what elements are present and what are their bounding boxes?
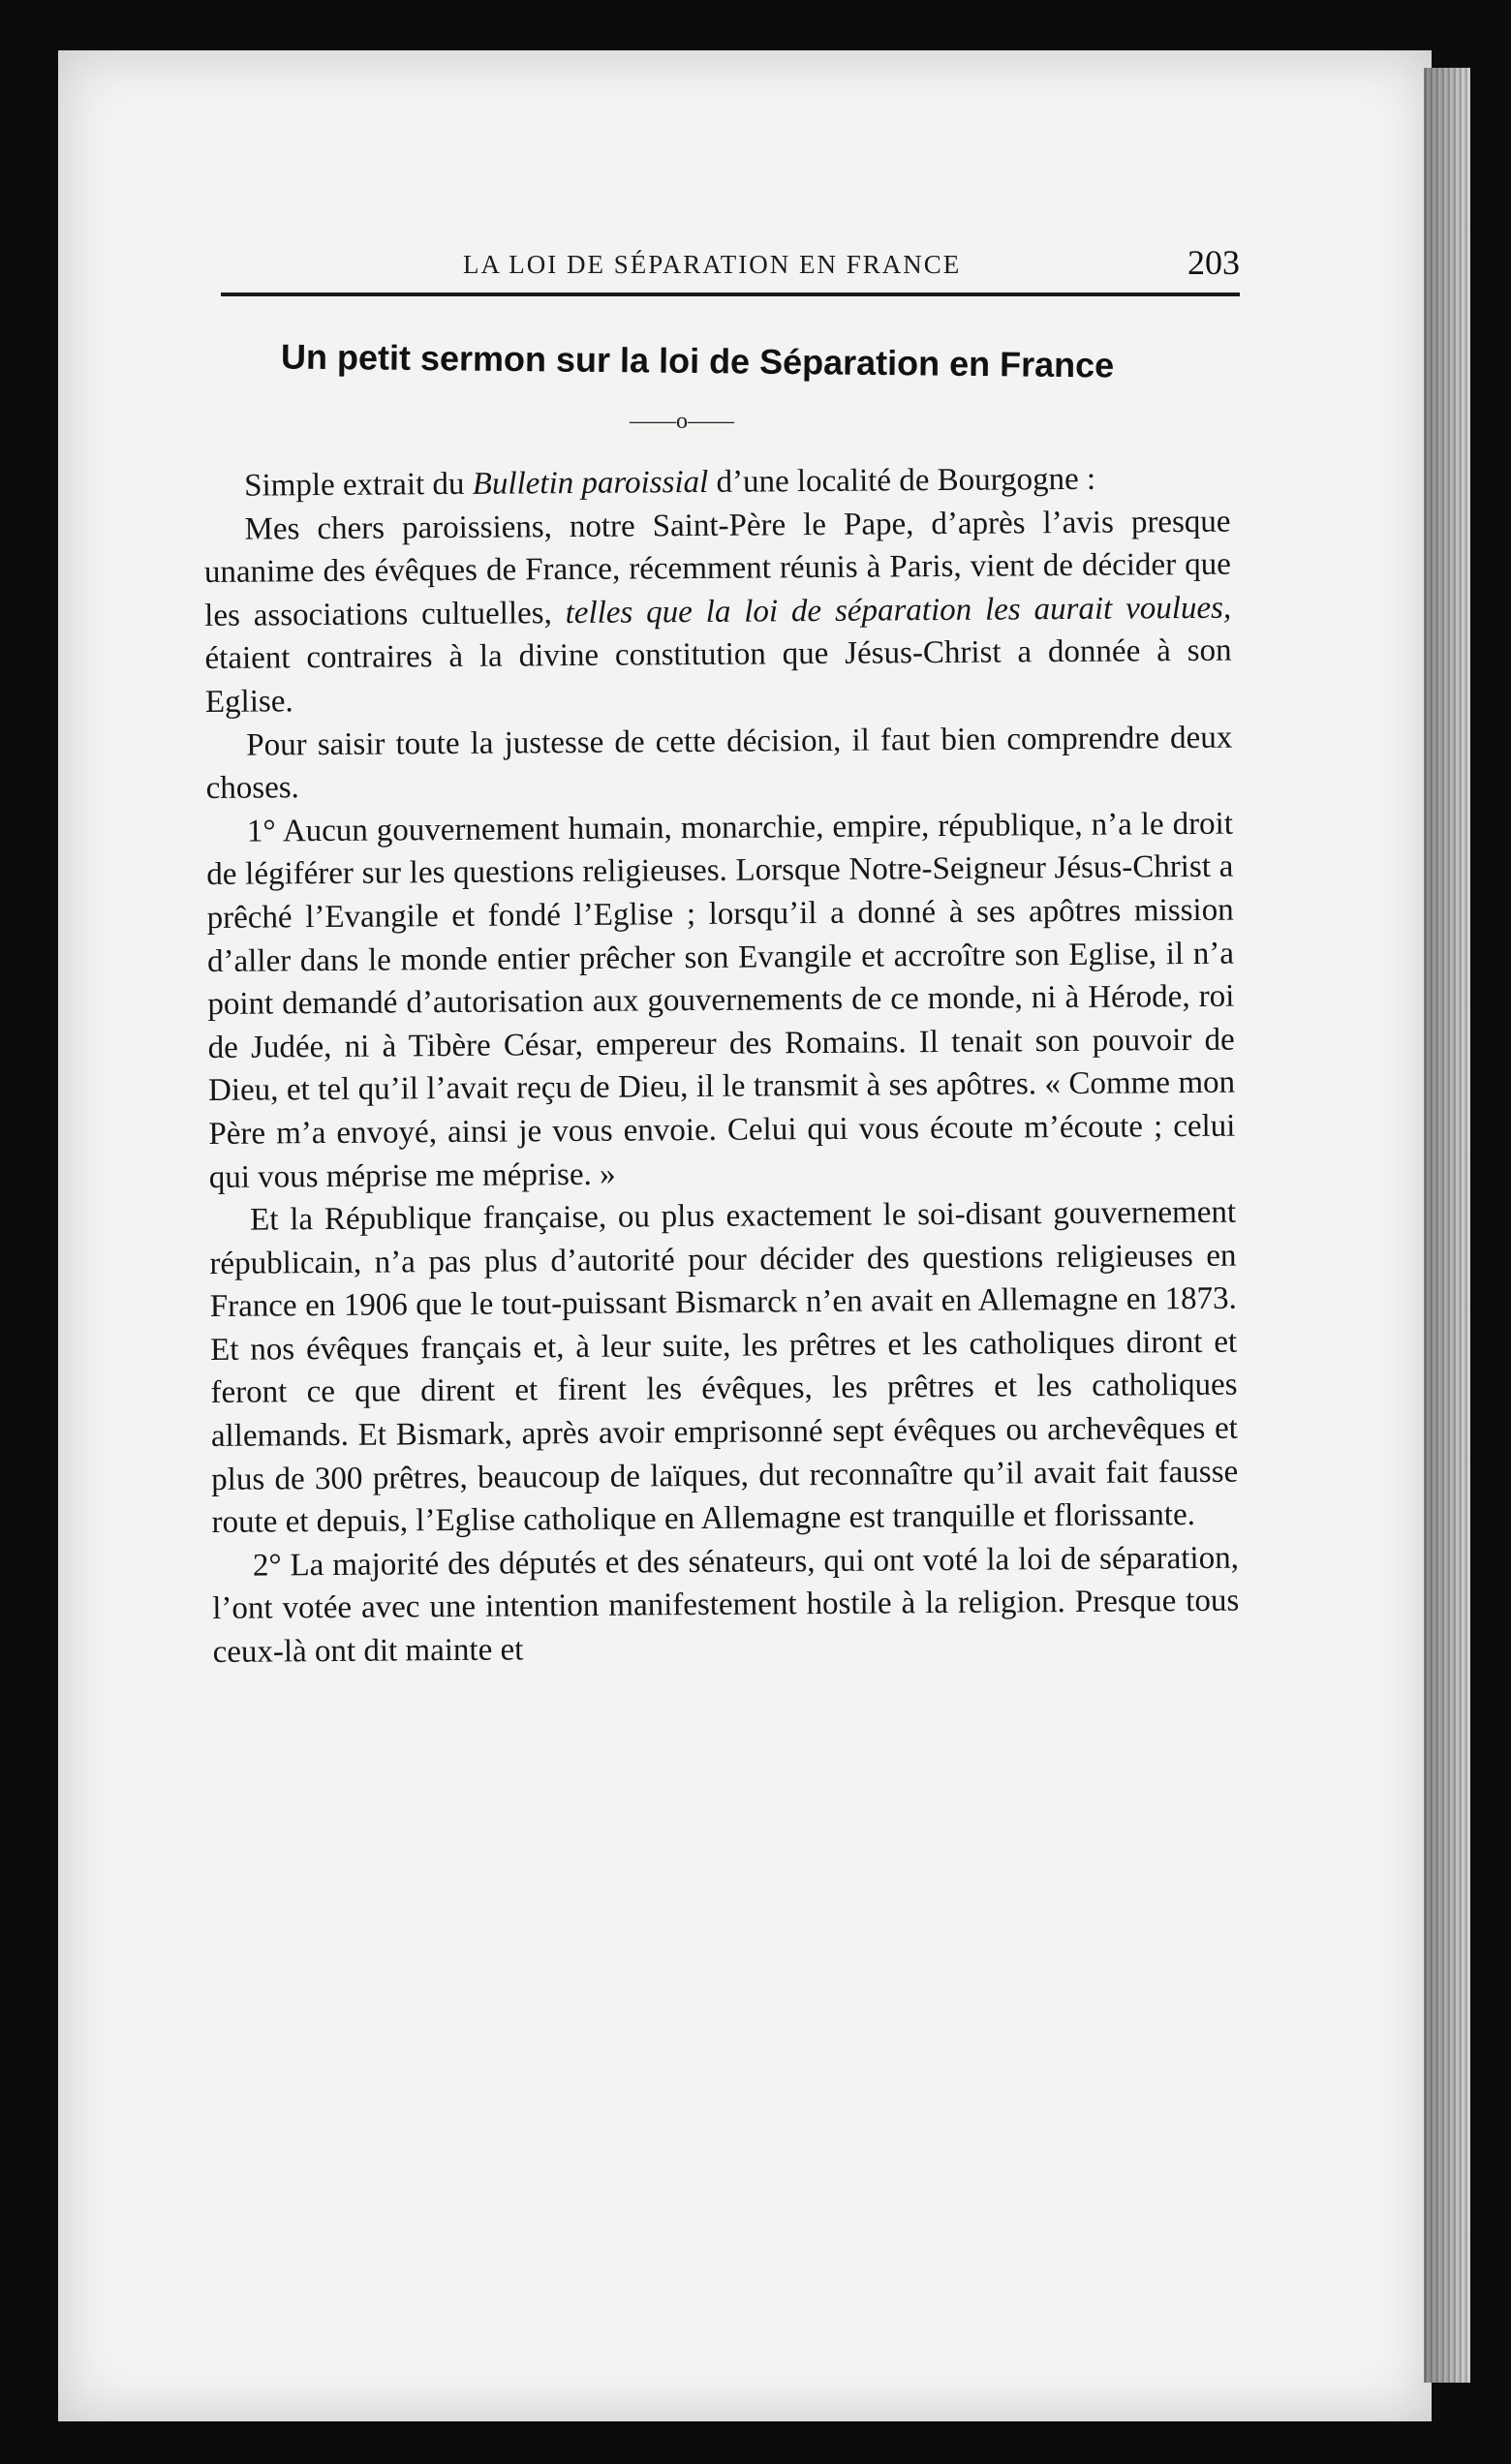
paragraph — [203, 457, 1230, 508]
book-page — [58, 50, 1432, 2421]
text-run: Simple extrait du — [244, 466, 473, 504]
italic-text: telles que la loi de séparation les aurait voulues, — [565, 590, 1232, 631]
text-run: étaient contraires à la divine constitution que Jésus-Christ a donnée à son Eglise. — [204, 633, 1232, 720]
paragraph: 1° Aucun gouvernement humain, monarchie, empire, république, n’a le droit de légiférer sur les questions religieuses. Lorsque Notre-Seigneur Jésus-Christ a prêché l’Evangile et fondé l’Eglise ; lorsqu’il a donné à ses apôtres mission d’aller dans le monde entier prêcher son Evangile et accroître son Eglise, il n’a point demandé d’autorisation aux gouvernements de ce monde, ni à Hérode, roi de Judée, ni à Tibère César, empereur des Romains. Il tenait son pouvoir de Dieu, et tel qu’il l’avait reçu de Dieu, il le transmit à ses apôtres. « Comme mon Père m’a envoyé, ainsi je vous envoie. Celui qui vous écoute m’écoute ; celui qui vous méprise me méprise. » — [206, 806, 1236, 1195]
page-edges — [1424, 68, 1470, 2383]
text-run: Mes chers paroissiens, notre Saint-Père le Pape, d’après l’avis presque unanime des évêques de France, récemment réunis à Paris, vient de décider que les associations cultuelles, — [203, 504, 1231, 633]
text-run: d’une localité de Bourgogne : — [708, 461, 1096, 500]
paragraph: Et la République française, ou plus exactement le soi-disant gouvernement républicain, n’a pas plus d’autorité pour décider des questions religieuses en France en 1906 que le tout-puissant Bismarck n’en avait en Allemagne en 1873. Et nos évêques français et, à leur suite, les prêtres et les catholiques diront et feront ce que dirent et firent les évêques, les prêtres et les catholiques allemands. Et Bismark, après avoir emprisonné sept évêques ou archevêques et plus de 300 prêtres, beaucoup de laïques, dut reconnaître qu’il avait fait fausse route et depuis, l’Eglise catholique en Allemagne est tranquille et florissante. — [209, 1194, 1239, 1541]
paragraph: Pour saisir toute la justesse de cette décision, il faut bien comprendre deux choses. — [205, 720, 1233, 807]
running-title: LA LOI DE SÉPARATION EN FRANCE — [463, 250, 962, 279]
paragraph — [203, 500, 1232, 724]
running-header — [221, 242, 1240, 296]
paragraph: 2° La majorité des députés et des sénateurs, qui ont voté la loi de séparation, l’ont votée avec une intention manifestement hostile à la religion. Presque tous ceux-là ont dit mainte et — [212, 1540, 1240, 1670]
title-separator: ——o—— — [630, 409, 734, 434]
page-edge-shadow — [1424, 68, 1470, 2383]
page-number: 203 — [1187, 243, 1240, 282]
italic-text: Bulletin paroissial — [472, 464, 709, 502]
article-body — [203, 457, 1240, 1675]
article-title: Un petit sermon sur la loi de Séparation en France — [280, 336, 1115, 385]
